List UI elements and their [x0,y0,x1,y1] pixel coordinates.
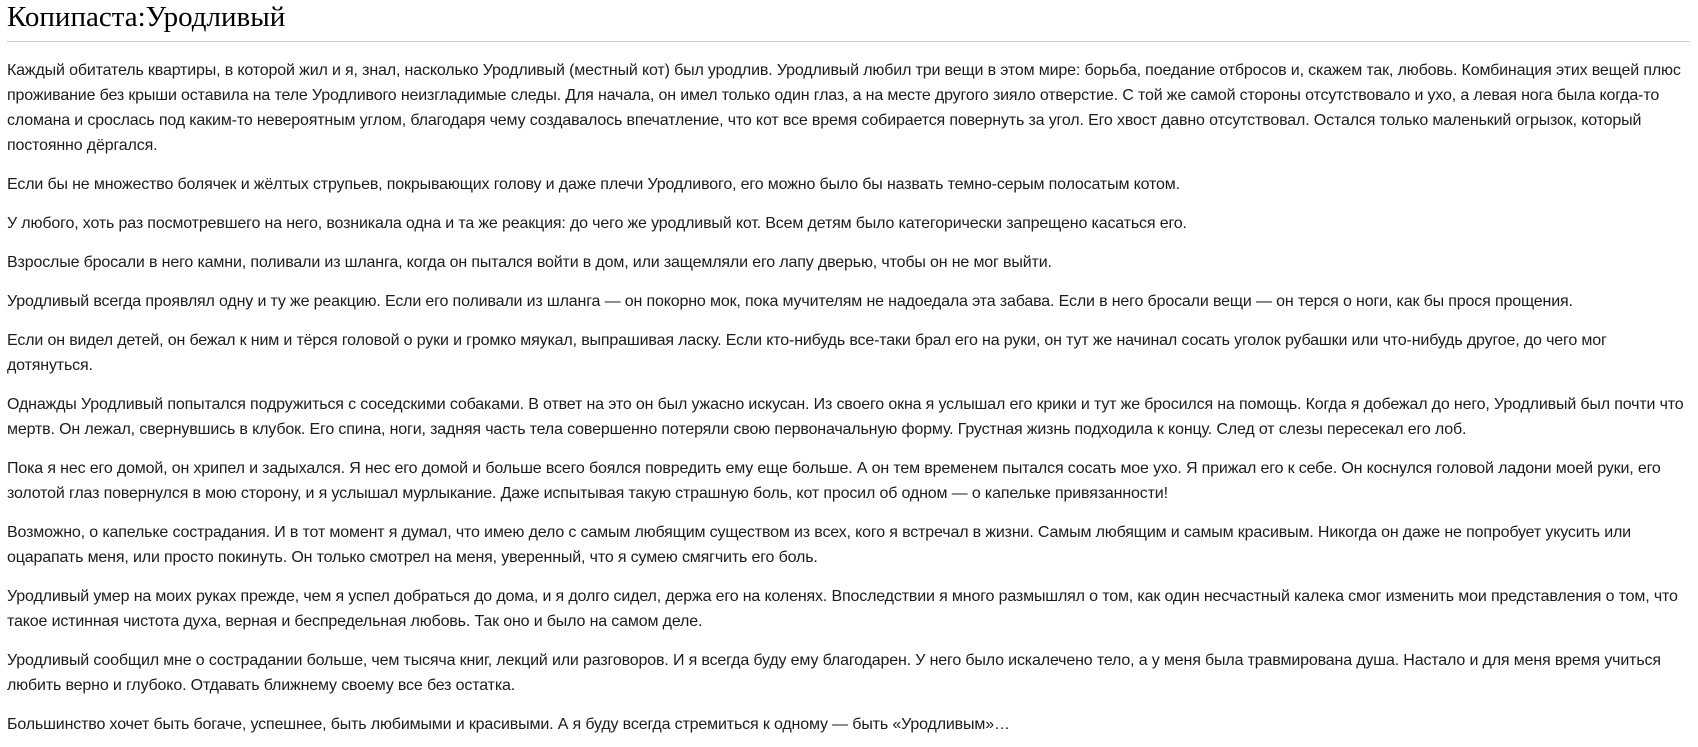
paragraph: Если бы не множество болячек и жёлтых струпьев, покрывающих голову и даже плечи Уродливого, его можно было бы назвать темно-серым полосатым котом. [7,175,1180,193]
paragraph: Однажды Уродливый попытался подружиться с соседскими собаками. В ответ на это он был ужасно искусан. Из своего окна я услышал его крики и тут же бросился на помощь. Когда я добежал до него, Уродливый был почти что мертв. Он лежал, свернувшись в клубок. Его спина, ноги, задняя часть тела совершенно потеряли свою первоначальную форму. Грустная жизнь подходила к концу. След от слезы пересекал его лоб. [7,395,1684,438]
paragraph: Возможно, о капельке сострадания. И в тот момент я думал, что имею дело с самым любящим существом из всех, кого я встречал в жизни. Самым любящим и самым красивым. Никогда он даже не попробует укусить или оцарапать меня, или просто покинуть. Он только смотрел на меня, уверенный, что я сумею смягчить его боль. [7,523,1631,566]
paragraph: У любого, хоть раз посмотревшего на него, возникала одна и та же реакция: до чего же уродливый кот. Всем детям было категорически запрещено касаться его. [7,214,1187,232]
paragraph: Взрослые бросали в него камни, поливали из шланга, когда он пытался войти в дом, или защемляли его лапу дверью, чтобы он не мог выйти. [7,253,1052,271]
page-title: Копипаста:Уродливый [7,0,1690,42]
paragraph: Большинство хочет быть богаче, успешнее, быть любимыми и красивыми. А я буду всегда стремиться к одному — быть «Уродливым»… [7,715,1010,733]
paragraph: Если он видел детей, он бежал к ним и тёрся головой о руки и громко мяукал, выпрашивая ласку. Если кто-нибудь все-таки брал его на руки, он тут же начинал сосать уголок рубашки или что-нибудь другое, до чего мог дотянуться. [7,331,1607,374]
paragraph: Уродливый сообщил мне о сострадании больше, чем тысяча книг, лекций или разговоров. И я всегда буду ему благодарен. У него было искалечено тело, а у меня была травмирована душа. Настало и для меня время учиться любить верно и глубоко. Отдавать ближнему своему все без остатка. [7,651,1661,694]
paragraph: Каждый обитатель квартиры, в которой жил и я, знал, насколько Уродливый (местный кот) был уродлив. Уродливый любил три вещи в этом мире: борьба, поедание отбросов и, скажем так, любовь. Комбинация этих вещей плюс проживание без крыши оставила на теле Уродливого неизгладимые следы. Для начала, он имел только один глаз, а на месте другого зияло отверстие. С той же самой стороны отсутствовало и ухо, а левая нога была когда-то сломана и срослась под каким-то невероятным углом, благодаря чему создавалось впечатление, что кот все время собирается повернуть за угол. Его хвост давно отсутствовал. Остался только маленький огрызок, который постоянно дёргался. [7,61,1681,154]
paragraph: Уродливый всегда проявлял одну и ту же реакцию. Если его поливали из шланга — он покорно мок, пока мучителям не надоедала эта забава. Если в него бросали вещи — он терся о ноги, как бы прося прощения. [7,292,1573,310]
article-body [7,58,1690,737]
paragraph: Пока я нес его домой, он хрипел и задыхался. Я нес его домой и больше всего боялся повредить ему еще больше. А он тем временем пытался сосать мое ухо. Я прижал его к себе. Он коснулся головой ладони моей руки, его золотой глаз повернулся в мою сторону, и я услышал мурлыкание. Даже испытывая такую страшную боль, кот просил об одном — о капельке привязанности! [7,459,1661,502]
paragraph: Уродливый умер на моих руках прежде, чем я успел добраться до дома, и я долго сидел, держа его на коленях. Впоследствии я много размышлял о том, как один несчастный калека смог изменить мои представления о том, что такое истинная чистота духа, верная и беспредельная любовь. Так оно и было на самом деле. [7,587,1678,630]
